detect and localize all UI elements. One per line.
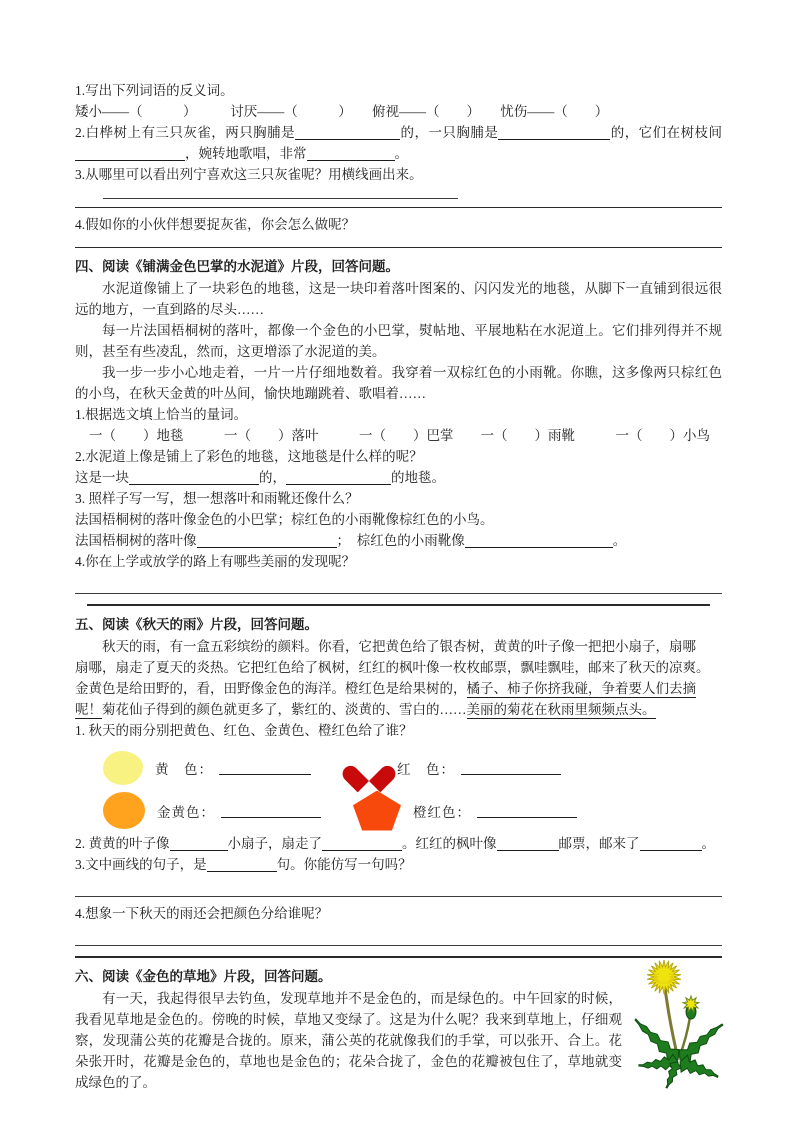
q3-underline-prompt: 3.从哪里可以看出列宁喜欢这三只灰雀呢？用横线画出来。 (75, 167, 423, 182)
dandelion-image (630, 958, 728, 1090)
q3fill-blank-1 (197, 534, 337, 548)
q2-text-4: 邮票，邮来了 (558, 836, 640, 851)
orange-circle-icon (103, 792, 145, 829)
section5-q4-answer-line (75, 934, 722, 946)
q2-blank-3 (497, 837, 559, 851)
section4-passage-paragraph-2: 每一片法国梧桐树的落叶，都像一个金色的小巴掌，熨帖地、平展地粘在水泥道上。它们排列得并不规则，甚至有些凌乱，然而，这更增添了水泥道的美。 (75, 323, 722, 359)
color-label: 黄 色： (155, 761, 213, 777)
q2fill-blank-2 (286, 471, 391, 485)
q2-blank-2 (498, 126, 610, 140)
passage-text: 菊花仙子得到的颜色就更多了，紫红的、淡黄的、雪白的…… (102, 702, 467, 717)
section4-q4-answer-line (75, 582, 722, 594)
q3-answer-line (103, 187, 458, 199)
color-item-orange-red (353, 790, 722, 831)
q2-text-2: 的，一只胸脯是 (400, 125, 499, 140)
underlined-sentence-part: 呢！ (75, 702, 102, 717)
section5-passage-line-4 (75, 699, 722, 720)
underlined-sentence-part: 橘子、柿子你挤我碰，争着要人们去摘 (466, 681, 696, 696)
q2-text-5: 。 (394, 146, 408, 161)
q2-text-1: 2.白桦树上有三只灰雀，两只胸脯是 (75, 125, 296, 140)
q4-prompt: 4.假如你的小伙伴想要捉灰雀，你会怎么做呢？ (75, 217, 356, 232)
q2-blank-4 (307, 147, 395, 161)
section6-heading: 六、阅读《金色的草地》片段，回答问题。 (75, 969, 332, 985)
section4-q4-prompt: 4.你在上学或放学的路上有哪些美丽的发现呢？ (75, 554, 356, 569)
q2-text-1: 2. 黄黄的叶子像 (75, 836, 170, 851)
section5-passage-line-3 (75, 678, 722, 699)
color-matching-grid (75, 747, 722, 831)
q2-text-3: 。红红的枫叶像 (402, 836, 497, 851)
q3fill-blank-2 (465, 534, 613, 548)
orange-red-pentagon-icon (353, 791, 401, 831)
q1-antonyms-row: 矮小——（ ） 讨厌——（ ） 俯视——（ ） 忧伤——（ ） (75, 104, 609, 119)
q2fill-text-3: 的地毯。 (391, 470, 445, 485)
color-label: 红 色： (397, 761, 455, 777)
q3-text-2: 句。你能仿写一句吗？ (276, 857, 412, 872)
q2-text-5: 。 (701, 836, 715, 851)
section5-heading: 五、阅读《秋天的雨》片段，回答问题。 (75, 617, 318, 633)
section5-q1-prompt: 1. 秋天的雨分别把黄色、红色、金黄色、橙红色给了谁？ (75, 723, 413, 738)
section-divider (75, 207, 722, 208)
section4-q3-fill (75, 530, 722, 551)
section4-q1-prompt: 1.根据选文填上恰当的量词。 (75, 407, 248, 422)
q3-text-1: 3.文中画线的句子，是 (75, 857, 207, 872)
q2-blank-1 (295, 126, 400, 140)
q2-text-3: 的，它们在树枝间 (610, 125, 722, 140)
q2-fill-blanks (75, 122, 722, 164)
section5-q4-prompt: 4.想象一下秋天的雨还会把颜色分给谁呢？ (75, 906, 329, 921)
section4-q1-measure-words-row: 一（ ）地毯 一（ ）落叶 一（ ）巴掌 一（ ）雨靴 一（ ）小鸟 (89, 428, 710, 443)
q3fill-text-1: 法国梧桐树的落叶像 (75, 533, 197, 548)
dandelion-illustration (630, 958, 728, 1090)
q2-text-4: ，婉转地歌唱，非常 (185, 146, 307, 161)
color-item-red (353, 747, 722, 788)
section-divider (75, 956, 722, 958)
color-label: 金黄色： (157, 804, 215, 820)
color-answer-blank (461, 761, 561, 775)
yellow-blob-icon (103, 751, 143, 785)
color-label: 橙红色： (413, 804, 471, 820)
red-heart-icon (353, 755, 385, 785)
q2-blank-2 (322, 837, 402, 851)
passage-text: 金黄色是给田野的，看，田野像金色的海洋。橙红色是给果树的， (75, 681, 467, 696)
q2fill-text-2: 的， (259, 470, 286, 485)
q2-text-2: 小扇子，扇走了 (227, 836, 322, 851)
section4-q3-example-sentence: 法国梧桐树的落叶像金色的小巴掌；棕红色的小雨靴像棕红色的小鸟。 (75, 512, 494, 527)
section5-q3-answer-line (75, 885, 722, 897)
q3fill-text-3: 。 (612, 533, 627, 548)
underlined-sentence-part: 美丽的菊花在秋雨里频频点头。 (466, 702, 656, 717)
section4-passage-paragraph-1: 水泥道像铺上了一块彩色的地毯，这是一块印着落叶图案的、闪闪发光的地毯，从脚下一直铺到很远很远的地方，一直到路的尽头…… (75, 281, 722, 317)
section6 (75, 966, 722, 1093)
color-item-golden (103, 790, 353, 831)
q2-blank-4 (640, 837, 702, 851)
section4-q2-fill (75, 467, 722, 488)
q2-blank-3 (75, 147, 185, 161)
section5-passage-line-2: 扇哪，扇走了夏天的炎热。它把红色给了枫树，红红的枫叶像一枚枚邮票，飘哇飘哇，邮来了秋天的凉爽。 (75, 660, 710, 675)
section-divider (87, 604, 710, 606)
q1-antonyms-prompt: 1.写出下列词语的反义词。 (75, 83, 234, 98)
color-item-yellow (103, 747, 353, 788)
color-answer-blank (477, 804, 577, 818)
section5-q3-prompt (75, 854, 722, 875)
section-divider (75, 247, 722, 248)
section5-passage-line-1: 秋天的雨，有一盒五彩缤纷的颜料。你看，它把黄色给了银杏树，黄黄的叶子像一把把小扇子，扇哪 (102, 639, 696, 654)
q3-blank (207, 858, 277, 872)
section5-q2-fill (75, 833, 722, 854)
section6-passage: 有一天，我起得很早去钓鱼，发现草地并不是金色的，而是绿色的。中午回家的时候，我看见草地是金色的。傍晚的时候，草地又变绿了。这是为什么呢？我来到草地上，仔细观察，发现蒲公英的花瓣是合拢的。原来，蒲公英的花就像我们的手掌，可以张开、合上。花朵张开时，花瓣是金色的，草地也是金色的；花朵合拢了，金色的花瓣被包住了，草地就变成绿色的了。 (75, 991, 622, 1090)
q2-blank-1 (170, 837, 228, 851)
q2fill-text-1: 这是一块 (75, 470, 129, 485)
section4-passage-paragraph-3: 我一步一步小心地走着，一片一片仔细地数着。我穿着一双棕红色的小雨靴。你瞧，这多像两只棕红色的小鸟，在秋天金黄的叶丛间，愉快地蹦跳着、歌唱着…… (75, 365, 722, 401)
section4-heading: 四、阅读《铺满金色巴掌的水泥道》片段，回答问题。 (75, 259, 399, 275)
q3fill-text-2: ； 棕红色的小雨靴像 (336, 533, 465, 548)
color-answer-blank (219, 761, 311, 775)
section4-q3-prompt: 3. 照样子写一写，想一想落叶和雨靴还像什么？ (75, 491, 359, 506)
color-answer-blank (221, 804, 321, 818)
q2fill-blank-1 (129, 471, 259, 485)
section4-q2-prompt: 2.水泥道上像是铺上了彩色的地毯，这地毯是什么样的呢？ (75, 449, 423, 464)
